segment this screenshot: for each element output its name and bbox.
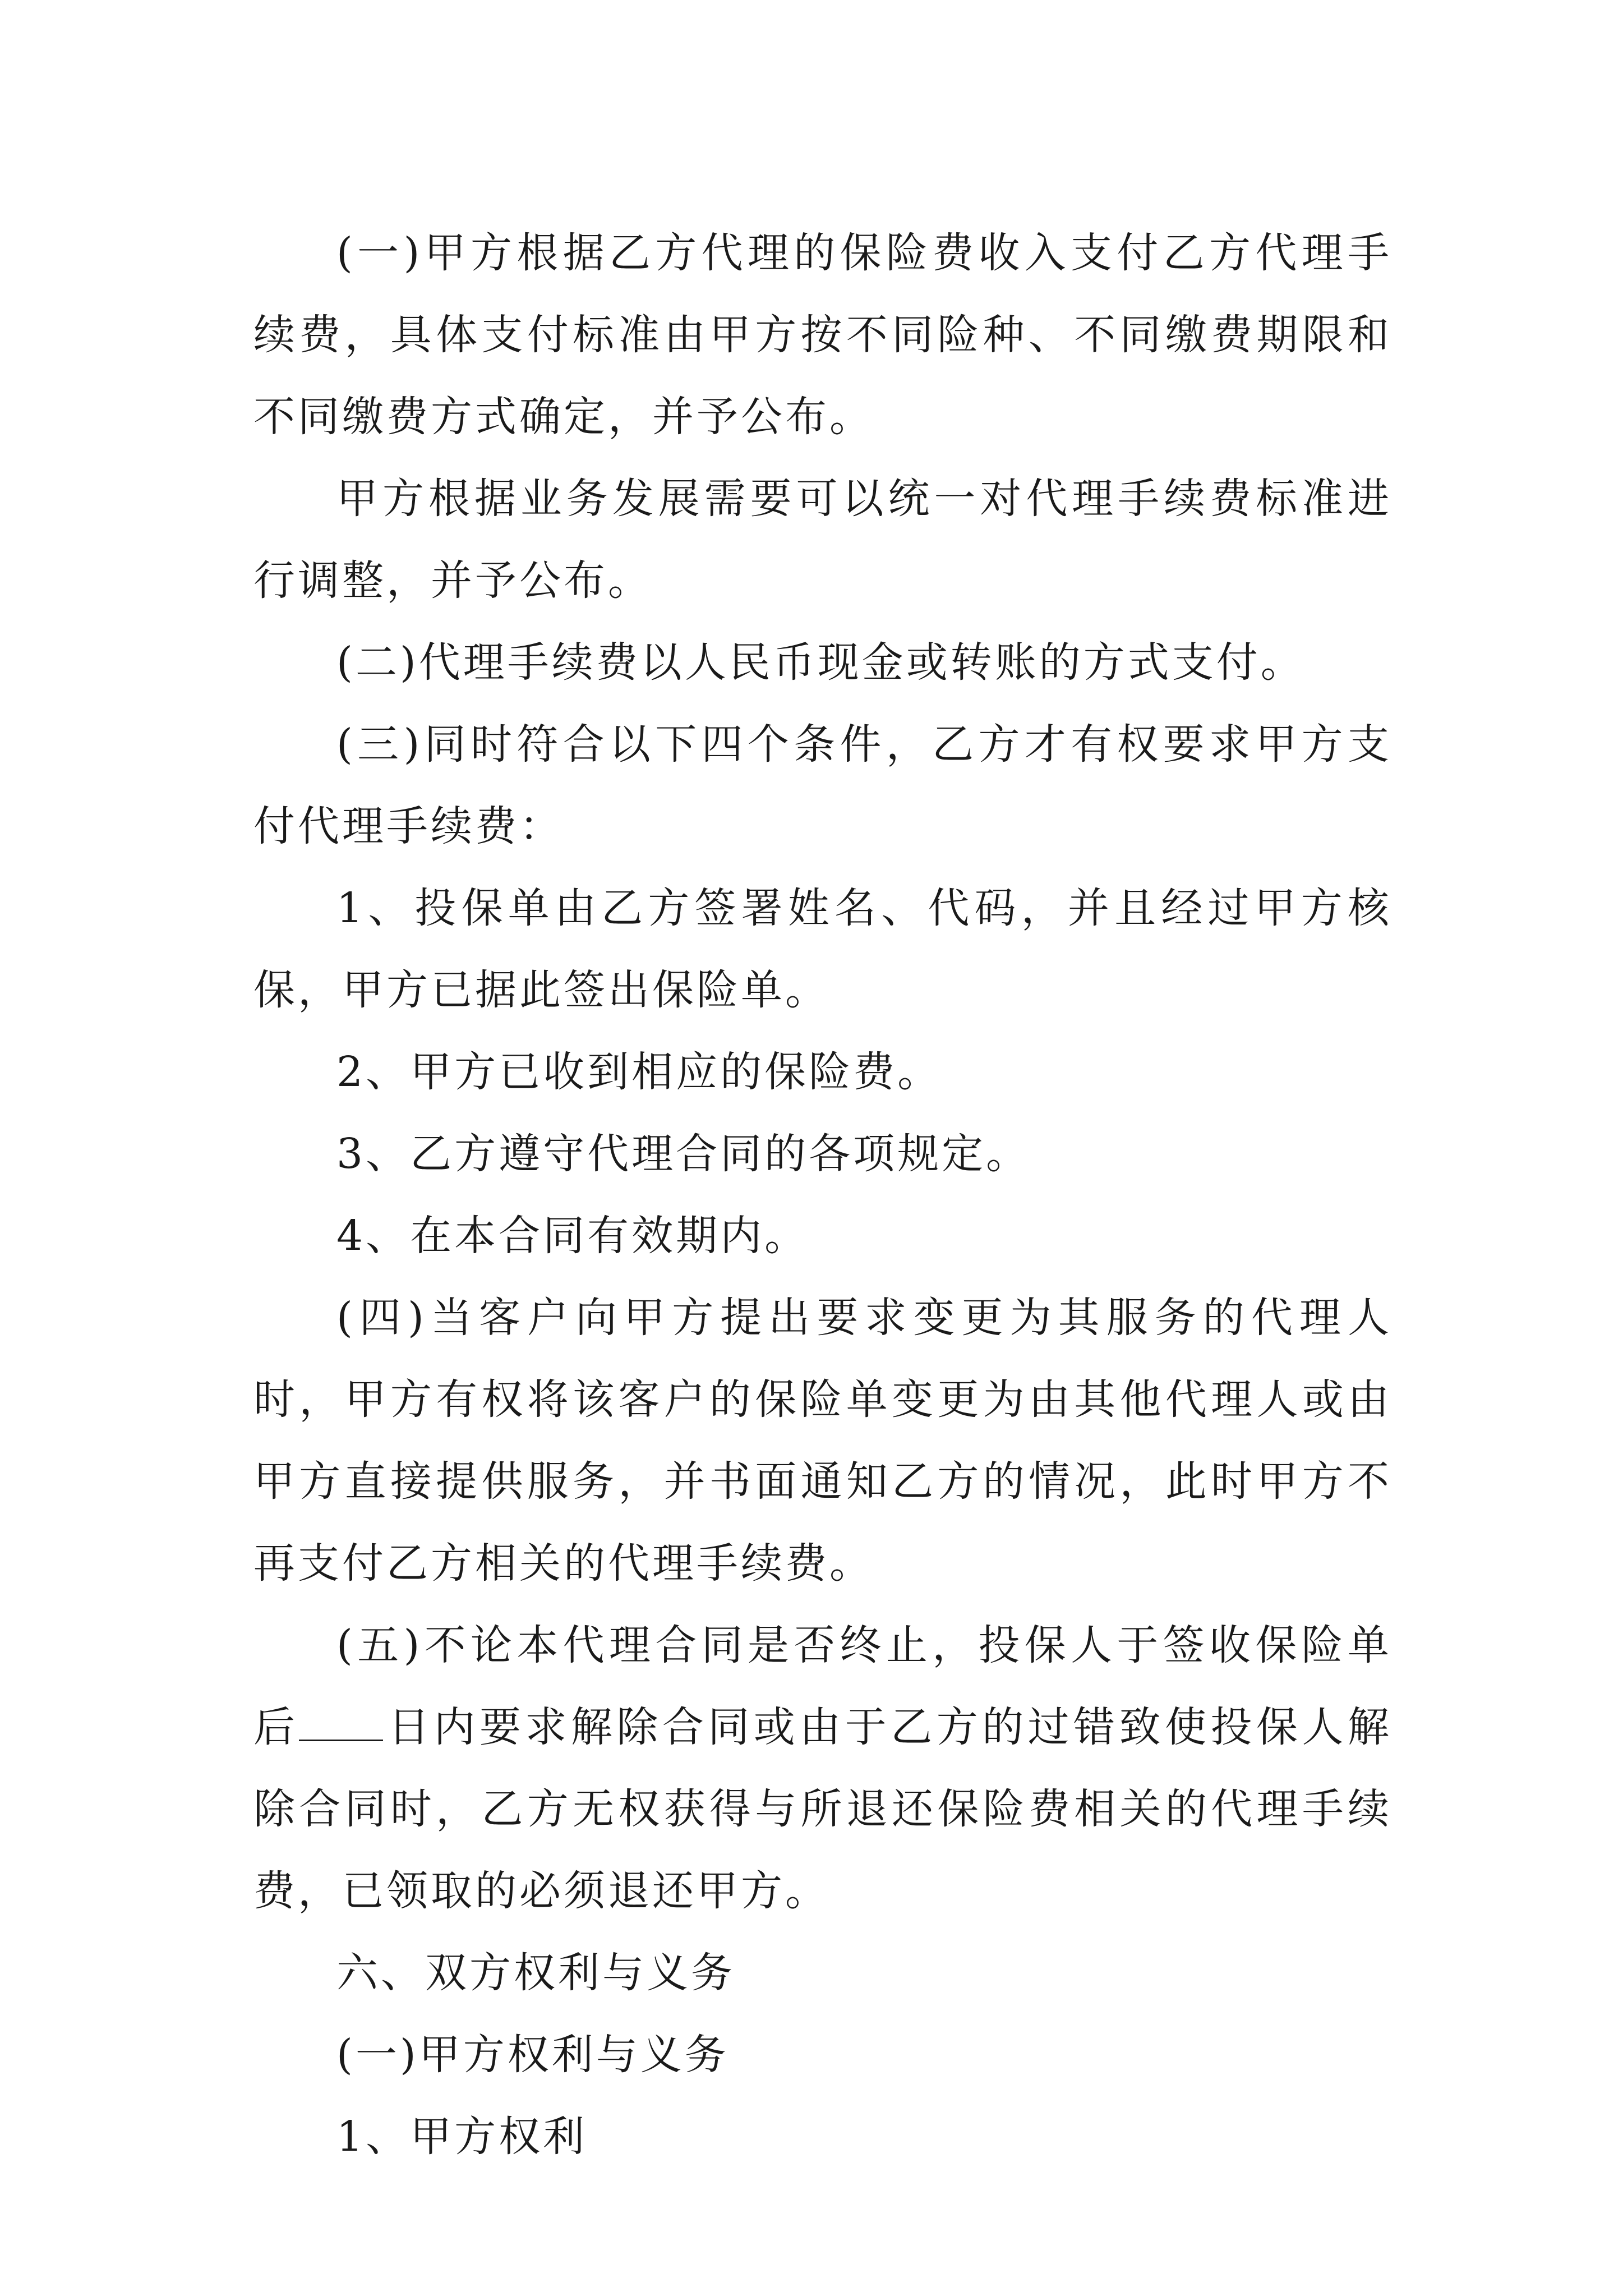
paragraph-condition-2: 2、甲方已收到相应的保险费。 — [336, 1048, 942, 1096]
document-body — [253, 212, 1392, 2178]
paragraph-fee-adjustment: 甲方根据业务发展需要可以统一对代理手续费标准进行调整，并予公布。 — [253, 475, 1392, 605]
termination-text-before: (五)不论本代理合同是否终止，投保人于签收保险单后 — [253, 1621, 1392, 1751]
paragraph-termination — [253, 1604, 1392, 1932]
section-heading-rights: 六、双方权利与义务 — [336, 1949, 735, 1997]
paragraph-fee-standard: (一)甲方根据乙方代理的保险费收入支付乙方代理手续费，具体支付标准由甲方按不同险种、不同缴费期限和不同缴费方式确定，并予公布。 — [253, 229, 1392, 441]
item-heading-party-a-rights: 1、甲方权利 — [336, 2113, 588, 2161]
days-blank-line — [299, 1706, 383, 1741]
paragraph-payment-method: (二)代理手续费以人民币现金或转账的方式支付。 — [336, 638, 1305, 687]
paragraph-conditions-intro: (三)同时符合以下四个条件，乙方才有权要求甲方支付代理手续费： — [253, 720, 1392, 850]
paragraph-condition-4: 4、在本合同有效期内。 — [336, 1212, 809, 1260]
paragraph-condition-1: 1、投保单由乙方签署姓名、代码，并且经过甲方核保，甲方已据此签出保险单。 — [253, 884, 1392, 1014]
paragraph-condition-3: 3、乙方遵守代理合同的各项规定。 — [336, 1130, 1031, 1178]
subsection-heading-party-a: (一)甲方权利与义务 — [336, 2031, 729, 2079]
termination-text-after: 日内要求解除合同或由于乙方的过错致使投保人解除合同时，乙方无权获得与所退还保险费相关的代理手续费，已领取的必须退还甲方。 — [253, 1703, 1393, 1915]
paragraph-agent-change: (四)当客户向甲方提出要求变更为其服务的代理人时，甲方有权将该客户的保险单变更为由其他代理人或由甲方直接提供服务，并书面通知乙方的情况，此时甲方不再支付乙方相关的代理手续费。 — [253, 1294, 1392, 1588]
